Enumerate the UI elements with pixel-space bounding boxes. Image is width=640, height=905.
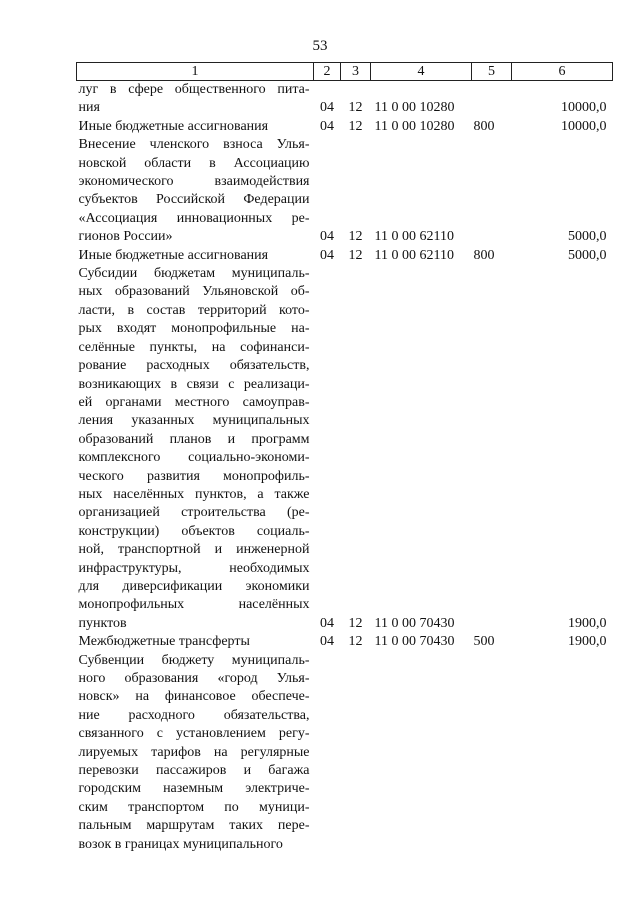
target-article-code (371, 652, 472, 854)
description-line: монопрофильных населённых (78, 597, 310, 613)
description-line: «Ассоциация инновационных ре- (78, 210, 310, 226)
section-code: 04 (320, 100, 334, 116)
section-code: 04 (320, 229, 334, 245)
table-row (77, 81, 613, 118)
subsection-code: 12 (348, 118, 363, 134)
section-code: 04 (320, 634, 334, 650)
table-row (77, 633, 613, 651)
description-line: возникающих в связи с реализаци- (78, 376, 310, 392)
description-line: комплексного социально-экономи- (78, 450, 310, 466)
row-description (77, 265, 314, 633)
description-line: рых входят монопрофильные на- (78, 321, 310, 337)
row-description (77, 633, 314, 651)
row-description (77, 81, 314, 118)
description-line: возок в границах муниципального (78, 836, 283, 852)
amount: 10000,0 (561, 118, 607, 134)
subsection-code: 12 (348, 247, 363, 263)
description-line: экономического взаимодействия (78, 174, 310, 190)
description-line: инфраструктуры, необходимых (78, 560, 310, 576)
section-code (314, 652, 341, 854)
description-line: рование расходных обязательств, (78, 358, 310, 374)
target-article-code: 11 0 00 62110 (374, 229, 454, 245)
description-line: новской области в Ассоциацию (78, 155, 310, 171)
table-row (77, 136, 613, 246)
row-description (77, 118, 314, 136)
header-col-4: 4 (371, 63, 472, 81)
expense-type-code: 800 (473, 247, 495, 263)
description-line: пальным маршрутам таких пере- (78, 818, 310, 834)
description-line: Субсидии бюджетам муниципаль- (78, 266, 310, 282)
amount: 5000,0 (568, 229, 607, 245)
page-number: 53 (312, 38, 328, 54)
target-article-code: 11 0 00 10280 (374, 118, 455, 134)
header-row (77, 63, 613, 81)
description-line: гионов России» (78, 229, 173, 245)
section-code: 04 (320, 247, 334, 263)
amount (512, 652, 613, 854)
description-line: ного образования «город Улья- (78, 671, 310, 686)
header-col-3: 3 (341, 63, 371, 81)
target-article-code: 11 0 00 70430 (374, 634, 455, 650)
expense-type-code: 800 (473, 118, 495, 134)
description-line: ных образований Ульяновской об- (78, 284, 310, 300)
amount: 1900,0 (568, 615, 607, 631)
description-line: образований планов и программ (78, 431, 310, 447)
description-line: Субвенции бюджету муниципаль- (78, 652, 310, 668)
table-row (77, 118, 613, 136)
description-line: субъектов Российской Федерации (78, 192, 310, 208)
description-line: связанного с установлением регу- (78, 726, 310, 742)
amount: 10000,0 (561, 100, 607, 116)
description-line: ления указанных муниципальных (78, 413, 310, 429)
description-line: Внесение членского взноса Улья- (78, 137, 310, 153)
amount: 5000,0 (568, 247, 607, 263)
header-col-6: 6 (512, 63, 613, 81)
target-article-code: 11 0 00 70430 (374, 615, 455, 631)
subsection-code (341, 652, 371, 854)
subsection-code: 12 (348, 634, 363, 650)
description-line: ной, транспортной и инженерной (78, 542, 310, 558)
description-line: ласти, в состав территорий кото- (78, 302, 310, 318)
description-line: ей органами местного самоуправ- (78, 394, 310, 410)
description-line: Межбюджетные трансферты (78, 634, 250, 650)
row-description (77, 247, 314, 265)
description-line: селённые пункты, на софинанси- (78, 339, 310, 355)
amount: 1900,0 (568, 634, 607, 650)
expense-type-code (472, 81, 512, 118)
description-line: Иные бюджетные ассигнования (78, 247, 269, 263)
description-line: перевозки пассажиров и багажа (78, 763, 310, 779)
description-line: ных населённых пунктов, а также (78, 486, 310, 502)
description-line: ния (78, 100, 100, 116)
target-article-code: 11 0 00 62110 (374, 247, 454, 263)
description-line: ние расходного обязательства, (78, 707, 310, 723)
expense-type-code (472, 136, 512, 246)
row-description (77, 136, 314, 246)
row-description (77, 652, 314, 854)
description-line: городским наземным электриче- (78, 781, 310, 797)
description-line: ским транспортом по муници- (78, 799, 310, 815)
subsection-code: 12 (348, 229, 363, 245)
section-code: 04 (320, 615, 334, 631)
table-row (77, 652, 613, 854)
description-line: организацией строительства (ре- (78, 505, 310, 521)
header-col-1: 1 (77, 63, 314, 81)
table-row (77, 265, 613, 633)
description-line: луг в сфере общественного пита- (78, 82, 310, 97)
expense-type-code (472, 265, 512, 633)
description-line: конструкции) объектов социаль- (78, 523, 310, 539)
header-col-5: 5 (472, 63, 512, 81)
section-code: 04 (320, 118, 334, 134)
expense-type-code (472, 652, 512, 854)
budget-table (76, 62, 613, 854)
expense-type-code: 500 (473, 634, 495, 650)
table-body (77, 81, 613, 855)
description-line: новск» на финансовое обеспече- (78, 689, 310, 705)
description-line: для диверсификации экономики (78, 578, 310, 594)
header-col-2: 2 (314, 63, 341, 81)
table-row (77, 247, 613, 265)
subsection-code: 12 (348, 100, 363, 116)
description-line: ческого развития монопрофиль- (78, 468, 310, 484)
description-line: Иные бюджетные ассигнования (78, 118, 269, 134)
target-article-code: 11 0 00 10280 (374, 100, 455, 116)
description-line: пунктов (78, 615, 127, 631)
description-line: лируемых тарифов на регулярные (78, 744, 310, 760)
subsection-code: 12 (348, 615, 363, 631)
